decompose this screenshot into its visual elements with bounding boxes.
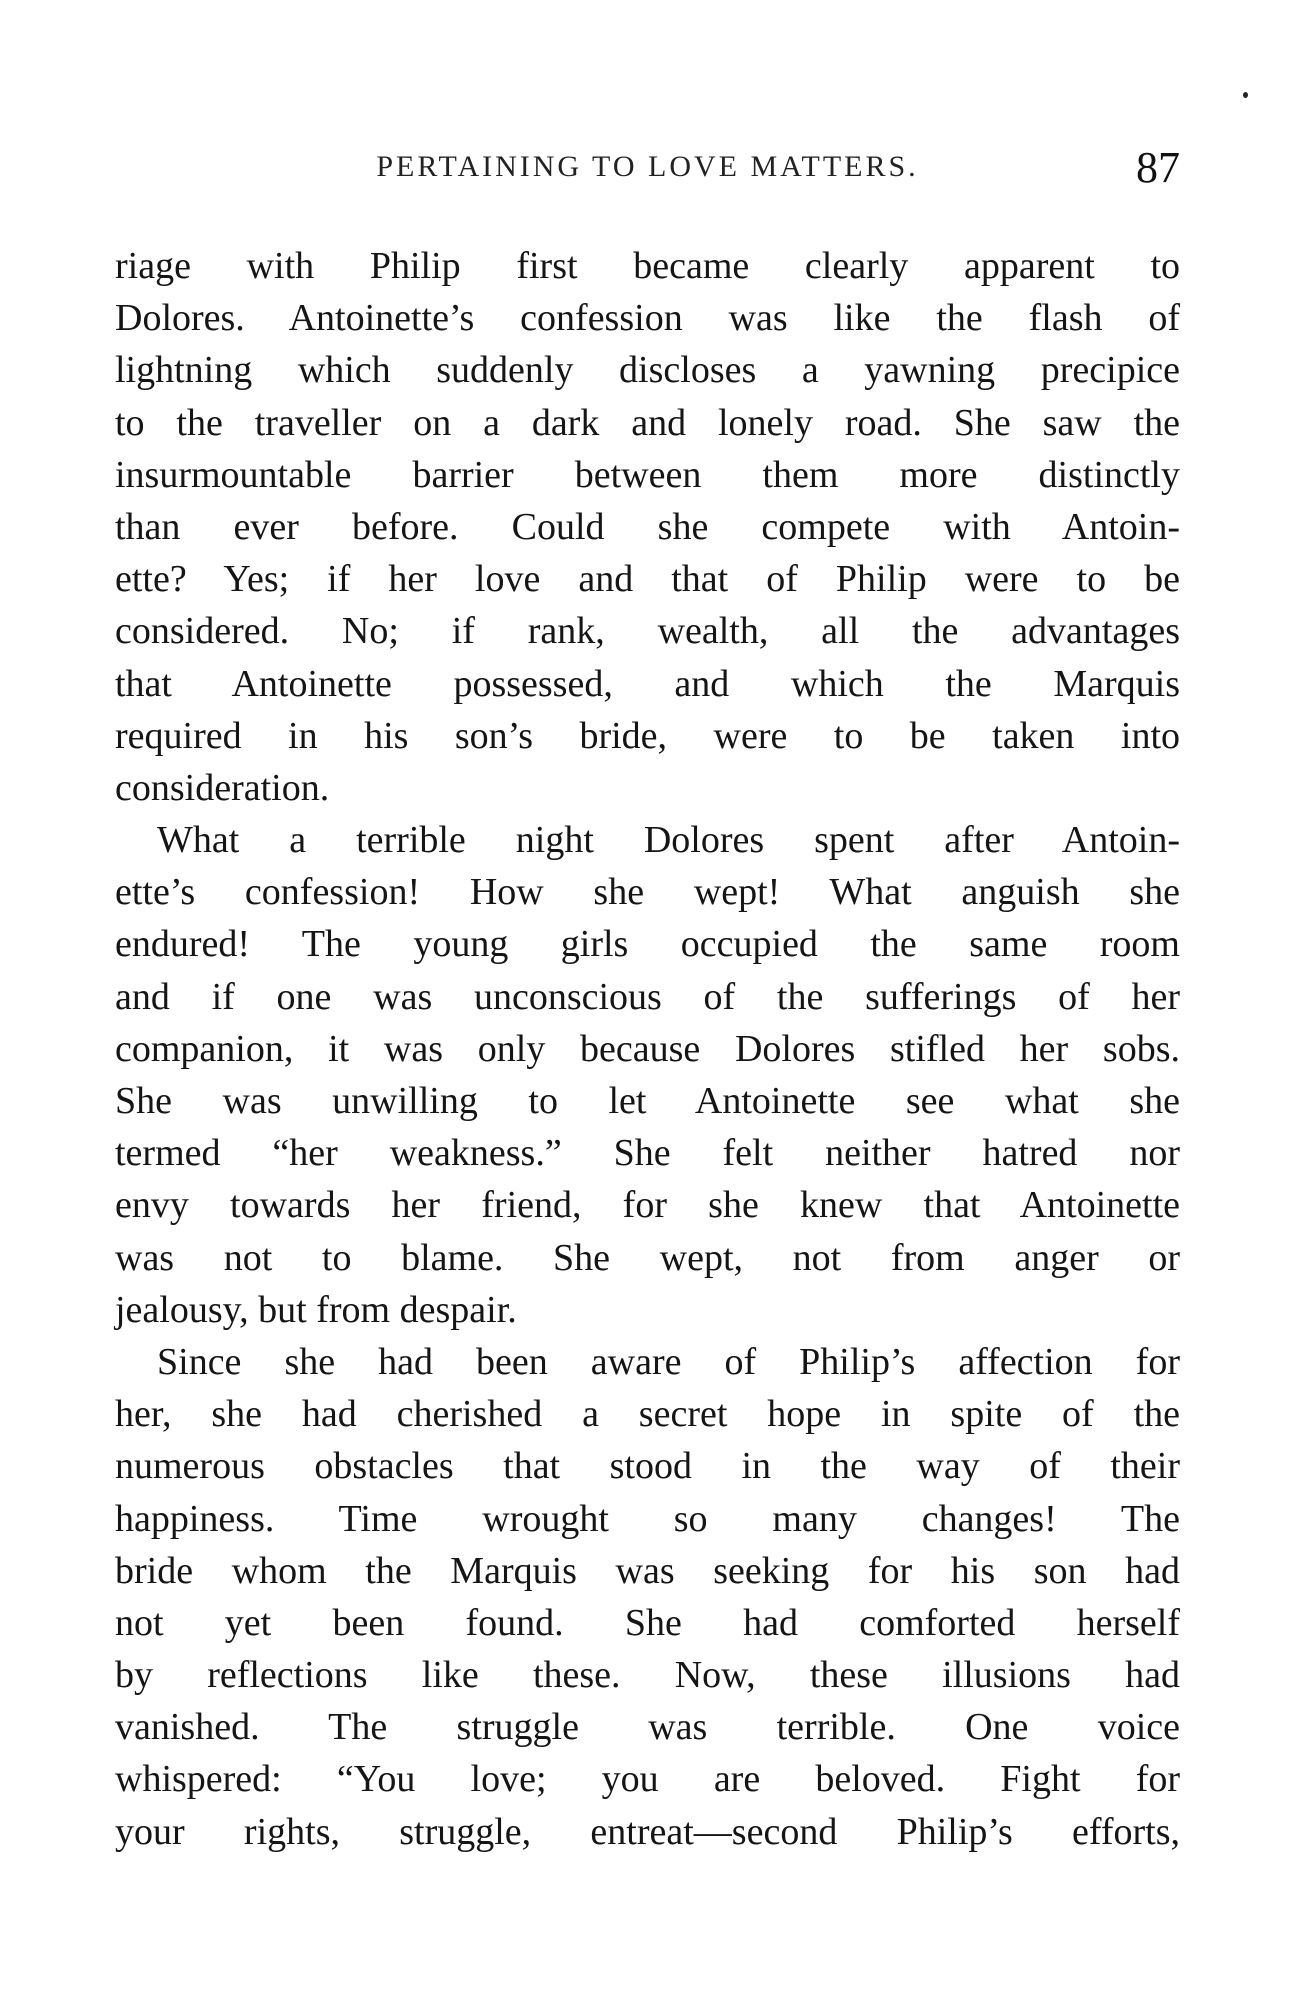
text-line: than ever before. Could she compete with Antoin-: [115, 505, 1180, 548]
page-number: 87: [1136, 143, 1180, 192]
text-line: her, she had cherished a secret hope in spite of the: [115, 1393, 1180, 1436]
text-line: ette? Yes; if her love and that of Philip were to be: [115, 558, 1180, 601]
text-line: Since she had been aware of Philip’s affection for: [157, 1340, 1180, 1383]
text-line: Dolores. Antoinette’s confession was like the flash of: [115, 297, 1180, 340]
text-line: What a terrible night Dolores spent after Antoin-: [157, 819, 1180, 862]
text-line: bride whom the Marquis was seeking for his son had: [115, 1549, 1180, 1592]
text-line: vanished. The struggle was terrible. One voice: [115, 1706, 1180, 1749]
text-line: that Antoinette possessed, and which the Marquis: [115, 662, 1180, 705]
text-line: jealousy, but from despair.: [115, 1288, 517, 1331]
text-line: considered. No; if rank, wealth, all the advantages: [115, 610, 1180, 653]
text-line: termed “her weakness.” She felt neither hatred nor: [115, 1132, 1180, 1175]
text-line: whispered: “You love; you are beloved. Fight for: [115, 1758, 1180, 1801]
text-line: to the traveller on a dark and lonely road. She saw the: [115, 401, 1180, 444]
text-line: endured! The young girls occupied the same room: [115, 923, 1180, 966]
ink-speck: [1243, 92, 1248, 98]
paragraph-3: [115, 1336, 1180, 1858]
text-line: was not to blame. She wept, not from anger or: [115, 1236, 1180, 1279]
text-line: your rights, struggle, entreat—second Philip’s efforts,: [115, 1810, 1180, 1853]
text-line: consideration.: [115, 766, 330, 809]
text-line: ette’s confession! How she wept! What anguish she: [115, 871, 1180, 914]
body-text: [115, 240, 1180, 1858]
text-line: riage with Philip first became clearly apparent to: [115, 245, 1180, 287]
paragraph-1: [115, 240, 1180, 814]
text-line: lightning which suddenly discloses a yawning precipice: [115, 349, 1180, 392]
paragraph-2: [115, 814, 1180, 1336]
text-line: required in his son’s bride, were to be taken into: [115, 714, 1180, 757]
text-line: and if one was unconscious of the sufferings of her: [115, 975, 1180, 1018]
text-line: not yet been found. She had comforted herself: [115, 1601, 1180, 1644]
text-line: by reflections like these. Now, these illusions had: [115, 1654, 1180, 1697]
text-line: insurmountable barrier between them more distinctly: [115, 453, 1180, 496]
text-line: happiness. Time wrought so many changes! The: [115, 1497, 1180, 1540]
text-line: envy towards her friend, for she knew that Antoinette: [115, 1184, 1180, 1227]
page-header: [115, 142, 1180, 202]
text-line: numerous obstacles that stood in the way of their: [115, 1445, 1180, 1488]
running-head: PERTAINING TO LOVE MATTERS.: [376, 150, 919, 183]
text-line: companion, it was only because Dolores stifled her sobs.: [115, 1027, 1180, 1070]
text-line: She was unwilling to let Antoinette see what she: [115, 1080, 1180, 1122]
